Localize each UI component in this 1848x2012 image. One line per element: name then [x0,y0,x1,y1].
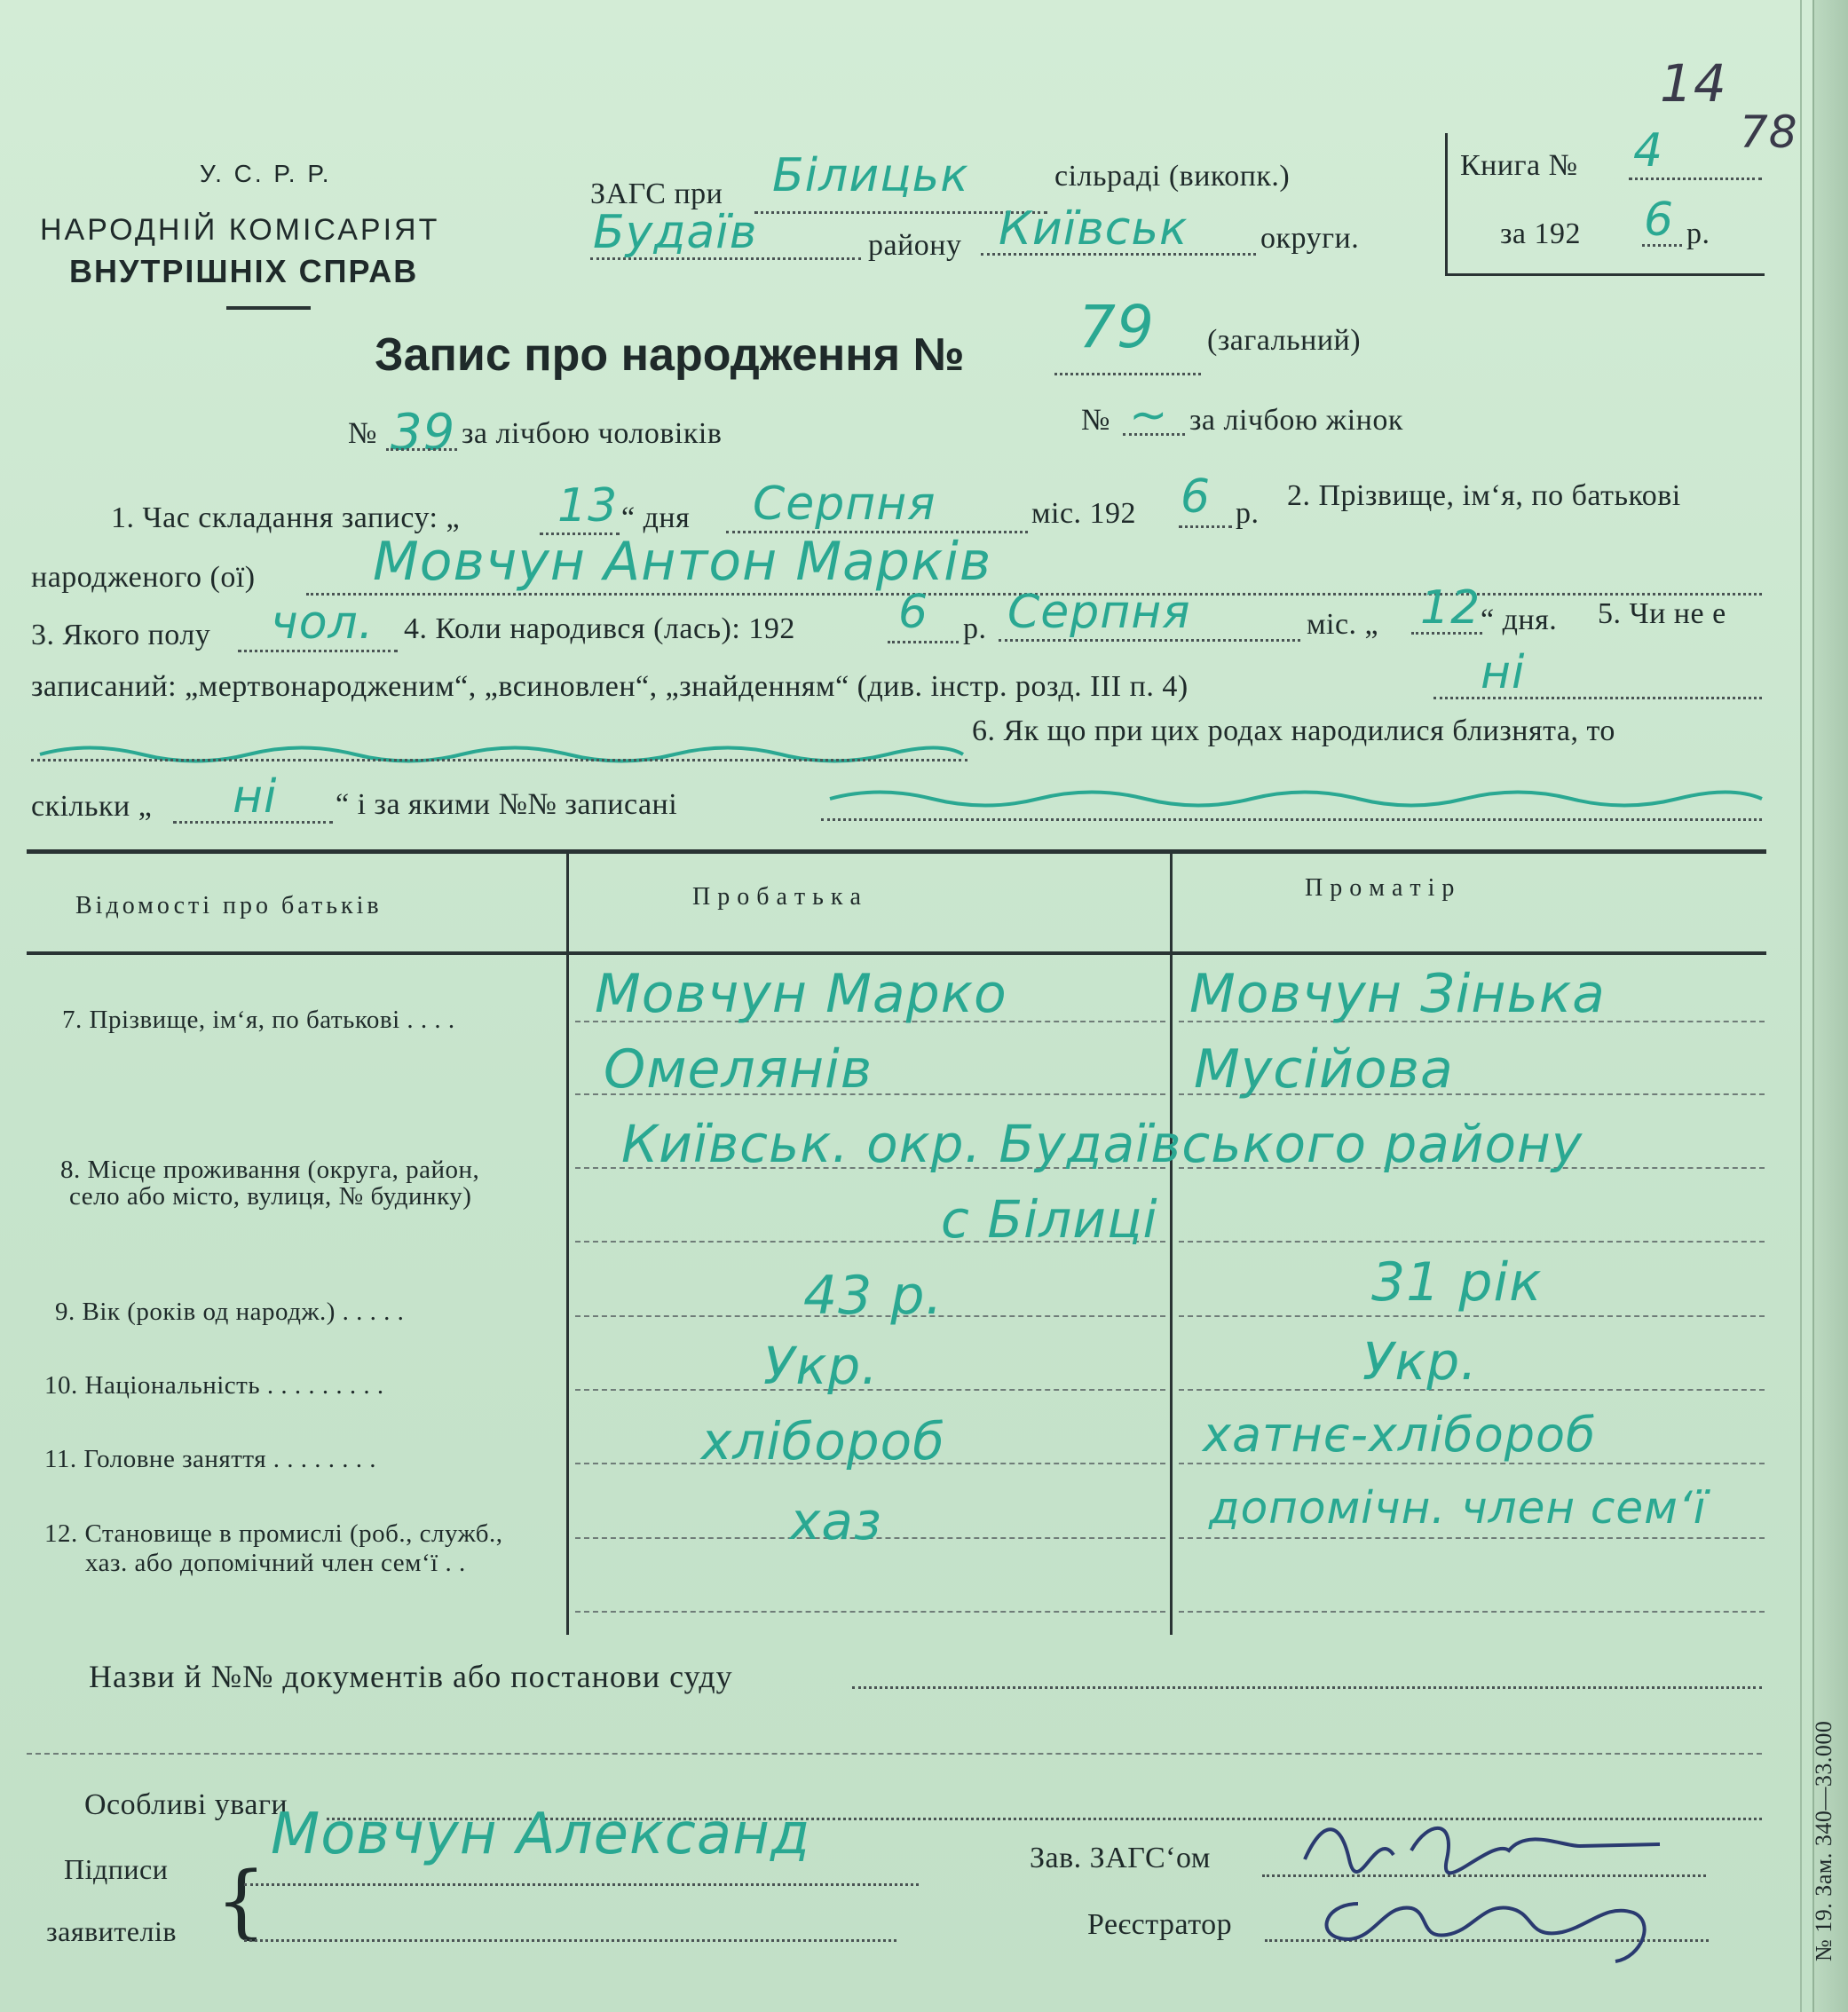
ruled-line [1179,1611,1765,1613]
field5-label: 5. Чи не е [1598,597,1726,630]
book-box-left [1445,133,1448,275]
header-divider [226,306,311,310]
zags-suffix: сільраді (викопк.) [1054,160,1291,193]
women-count-label: за лічбою жінок [1189,404,1403,437]
field1-month: Серпня [753,477,936,531]
mother-name-line2: Мусійова [1194,1038,1454,1101]
okrug-label: округи. [1260,222,1360,255]
corner-number-1: 14 [1660,53,1727,114]
table-header-col1: Відомості про батьків [75,892,383,919]
row10-label: 10. Національність . . . . . . . . . [44,1371,384,1400]
field4-year-suffix: р. [963,612,987,645]
signatures-label-a: Підписи [64,1853,169,1885]
mother-occupation: хатнє-хлібороб [1203,1407,1597,1463]
field4-label: 4. Коли народився (лась): 192 [404,612,795,645]
row9-label: 9. Вік (років од народж.) . . . . . [55,1298,405,1326]
village-value: Білицьк [772,149,969,202]
signature-line-1 [244,1883,919,1886]
book-number-line [1629,178,1762,180]
men-count-number: 39 [391,404,456,462]
dash-wave-1 [36,741,967,768]
signatures-label-b: заявителів [46,1915,177,1947]
documents-line [852,1686,1762,1689]
record-title: Запис про народження № [375,329,965,381]
book-year-prefix: за 192 [1500,217,1582,250]
ruled-line [1179,1537,1765,1539]
table-col-divider-1 [566,854,569,1635]
field6-line2a: скільки „ [31,790,153,823]
special-notes-label: Особливі уваги [84,1788,288,1821]
record-number: 79 [1078,293,1155,361]
field1-year-suffix: р. [1236,497,1260,530]
field6-label: 6. Як що при цих родах народилися близнята, то [972,714,1615,747]
men-count-prefix: № [348,417,377,450]
record-note: (загальний) [1207,324,1362,357]
row11-label: 11. Головне заняття . . . . . . . . [44,1445,377,1473]
residence-line1: Київськ. окр. Будаївського району [621,1114,1583,1174]
row12-label-b: хаз. або допомічний член сем‘ї . . [85,1549,466,1577]
raion-value: Будаїв [593,206,758,259]
field6-value: ні [233,770,278,824]
mother-nationality: Укр. [1362,1331,1478,1392]
table-top-border [27,849,1766,854]
registrar-signature-scribble [1305,1868,1686,1975]
born-name: Мовчун Антон Марків [373,531,992,593]
born-label: народженого (ої) [31,561,256,594]
father-occupation: хлібороб [701,1411,945,1472]
field4-day-suffix: “ дня. [1481,604,1558,636]
residence-line2: с Білиці [941,1189,1158,1250]
book-number: 4 [1633,124,1664,178]
field1-label: 1. Час складання запису: „ [111,501,461,534]
field6-line2b: “ і за якими №№ записані [336,788,678,821]
zags-prefix: ЗАГС при [590,178,723,210]
field3-line [238,650,398,652]
mother-age: 31 рік [1371,1251,1543,1314]
field6-records-line [821,818,1762,821]
zags-head-label: Зав. ЗАГС‘ом [1030,1842,1211,1874]
mother-name-line1: Мовчун Зінька [1189,963,1606,1025]
women-count-number: ~ [1129,389,1169,442]
table-header-border [27,951,1766,955]
ministry-line1: НАРОДНІЙ КОМІСАРІЯТ [40,213,440,247]
page-edge [1812,0,1848,2012]
book-label: Книга № [1460,149,1578,182]
documents-label: Назви й №№ документів або постанови суду [89,1659,733,1694]
book-box-bottom [1445,273,1765,276]
row8-label-a: 8. Місце проживання (округа, район, [60,1156,480,1184]
book-year-digit: 6 [1644,193,1675,247]
field3-value: чол. [271,596,375,650]
field3-label: 3. Якого полу [31,619,211,651]
field2-label: 2. Прізвище, ім‘я, по батькові [1287,479,1681,512]
women-count-prefix: № [1081,404,1110,437]
ruled-line [1179,1463,1765,1464]
field1-mid: “ дня [621,501,691,534]
row8-label-b: село або місто, вулиця, № будинку) [69,1182,472,1211]
father-name-line2: Омелянів [604,1038,873,1101]
field4-month: Серпня [1007,586,1191,639]
okrug-value: Київськ [999,202,1189,256]
ruled-line [575,1611,1165,1613]
father-nationality: Укр. [763,1336,879,1396]
field4-day: 12 [1420,581,1481,635]
field1-year-prefix: міс. 192 [1031,497,1137,530]
page-edge-line [1800,0,1802,2012]
row7-label: 7. Прізвище, ім‘я, по батькові . . . . [62,1006,455,1034]
signatures-brace: { [216,1855,267,1948]
footer-ruled-line [27,1753,1762,1755]
field4-mis: міс. „ [1307,608,1379,641]
field5-continuation-line [31,759,967,761]
women-count-line [1123,433,1185,436]
table-header-col3: П р о м а т і р [1305,874,1455,902]
ministry-line2: ВНУТРІШНІХ СПРАВ [69,253,419,289]
field4-month-line [999,639,1300,642]
men-count-line [386,448,457,451]
field4-year-line [888,641,959,643]
corner-number-2: 78 [1740,107,1798,158]
row12-label-a: 12. Становище в промислі (роб., служб., [44,1519,503,1548]
print-info: № 19. Зам. 340—33.000 [1811,1720,1836,1961]
father-age: 43 р. [803,1265,944,1327]
raion-label: району [868,229,962,262]
registrar-label: Реєстратор [1087,1908,1233,1941]
field1-year: 6 [1181,470,1212,524]
field5-value: ні [1481,646,1526,699]
ruled-line [1179,1315,1765,1317]
ussr-header: У. С. Р. Р. [200,160,332,187]
table-col-divider-2 [1170,854,1173,1635]
signature-line-2 [244,1939,896,1942]
ruled-line [1179,1241,1765,1243]
field4-year: 6 [898,586,929,639]
applicant-signature: Мовчун Александ [271,1802,811,1867]
men-count-label: за лічбою чоловіків [462,417,723,450]
table-header-col2: П р о б а т ь к а [692,883,862,911]
record-number-line [1054,373,1201,375]
father-name-line1: Мовчун Марко [595,963,1007,1025]
father-position: хаз [790,1491,882,1551]
field1-day: 13 [557,479,619,533]
mother-position: допомічн. член сем‘ї [1209,1482,1707,1534]
dash-wave-2 [825,785,1766,812]
field5-line2: записаний: „мертвонародженим“, „всиновлен“, „знайденням“ (див. інстр. розд. III п. 4) [31,670,1189,703]
field1-year-line [1179,525,1232,528]
book-year-suffix: р. [1686,217,1710,250]
